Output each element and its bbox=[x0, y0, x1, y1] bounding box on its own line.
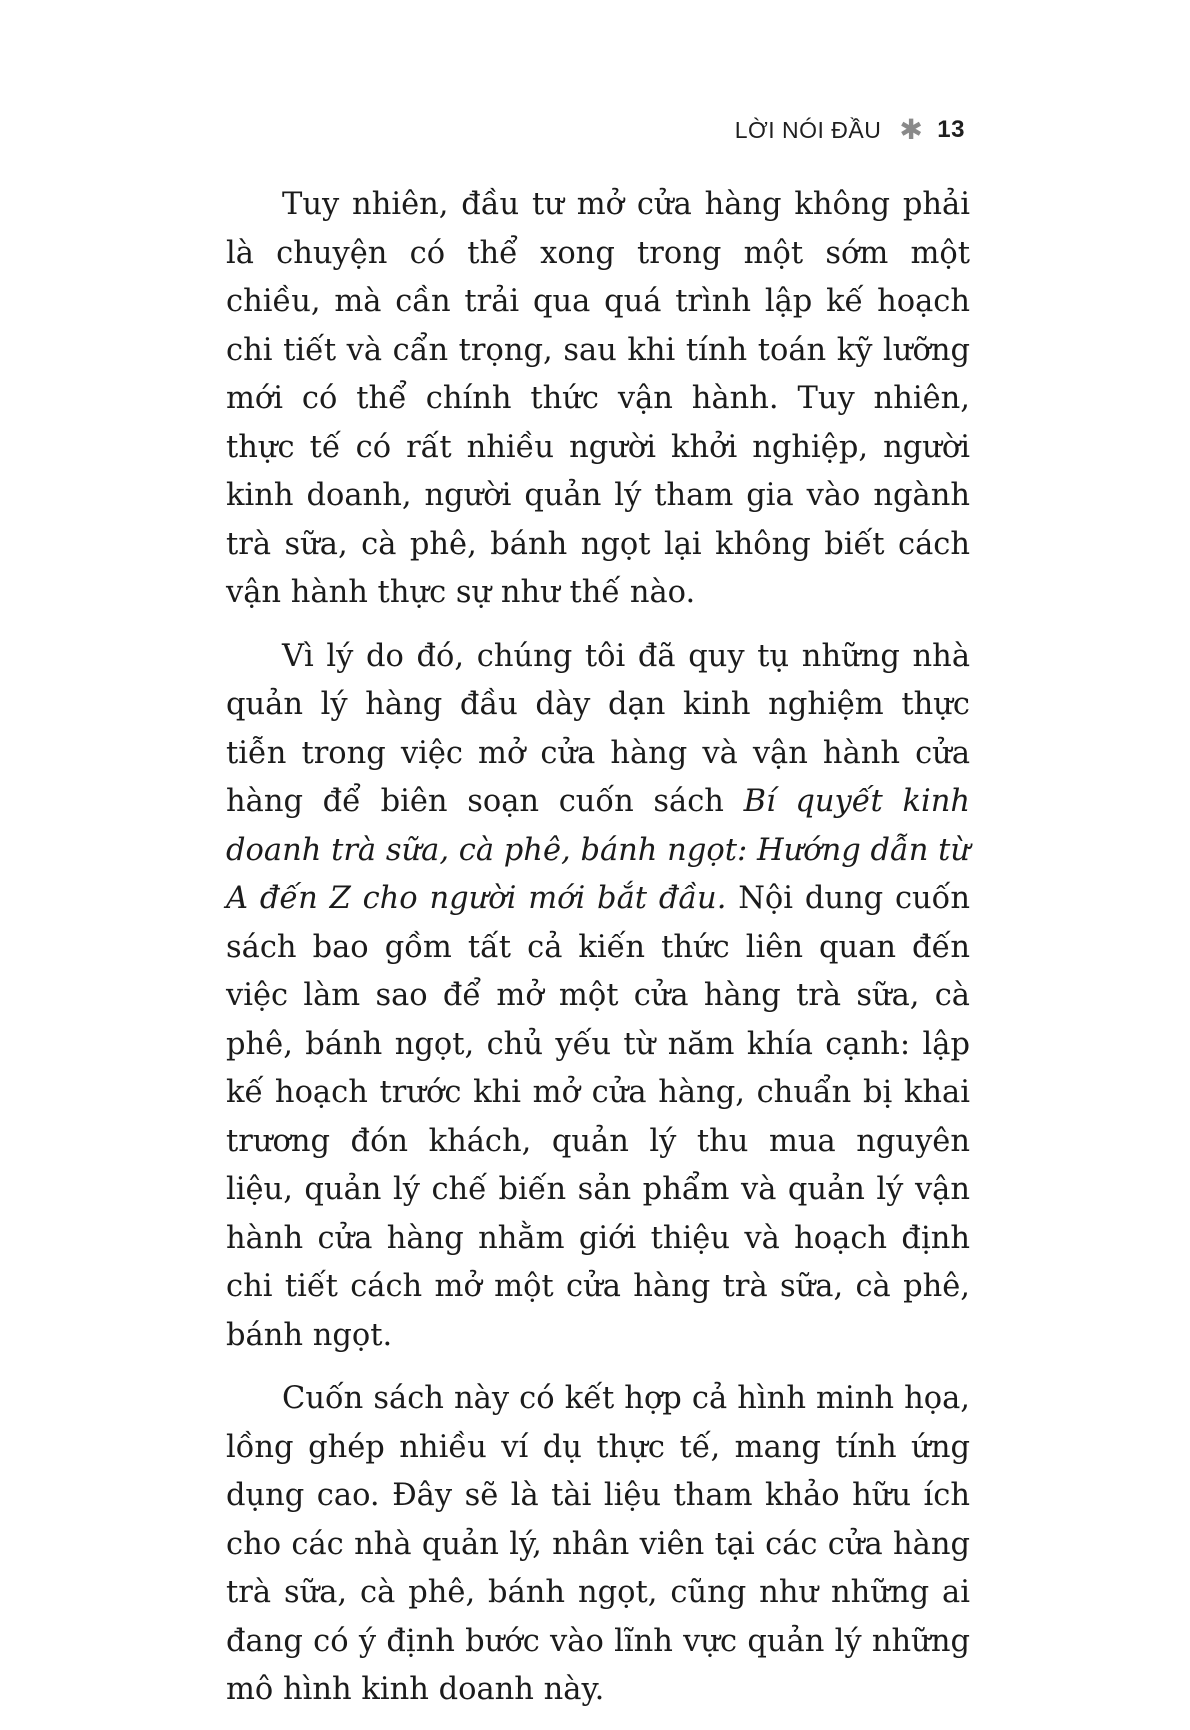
page-number: 13 bbox=[937, 116, 965, 143]
book-title: Bí quyết kinh doanh trà sữa, cà phê, bánh ngọt: Hướng dẫn từ A đến Z cho người mới bắt đầu. bbox=[226, 784, 970, 916]
asterisk-icon: ✱ bbox=[899, 114, 924, 145]
paragraph-2-intro: Vì lý do đó, chúng tôi đã quy tụ những nhà quản lý hàng đầu dày dạn kinh nghiệm thực tiễn trong việc mở cửa hàng và vận hành cửa hàng để biên soạn cuốn sách bbox=[226, 638, 970, 819]
paragraph-3: Cuốn sách này có kết hợp cả hình minh họa, lồng ghép nhiều ví dụ thực tế, mang tính ứng dụng cao. Đây sẽ là tài liệu tham khảo hữu ích cho các nhà quản lý, nhân viên tại các cửa hàng trà sữa, cà phê, bánh ngọt, cũng như những ai đang có ý định bước vào lĩnh vực quản lý những mô hình kinh doanh này. bbox=[226, 1381, 970, 1707]
section-title: LỜI NÓI ĐẦU bbox=[734, 116, 882, 143]
body-text bbox=[226, 181, 970, 1730]
running-header bbox=[735, 116, 965, 144]
paragraph-2 bbox=[226, 633, 970, 1361]
paragraph-2-rest: Nội dung cuốn sách bao gồm tất cả kiến thức liên quan đến việc làm sao để mở một cửa hàng trà sữa, cà phê, bánh ngọt, chủ yếu từ năm khía cạnh: lập kế hoạch trước khi mở cửa hàng, chuẩn bị khai trương đón khách, quản lý thu mua nguyên liệu, quản lý chế biến sản phẩm và quản lý vận hành cửa hàng nhằm giới thiệu và hoạch định chi tiết cách mở một cửa hàng trà sữa, cà phê, bánh ngọt. bbox=[226, 881, 970, 1353]
paragraph-1: Tuy nhiên, đầu tư mở cửa hàng không phải là chuyện có thể xong trong một sớm một chiều, mà cần trải qua quá trình lập kế hoạch chi tiết và cẩn trọng, sau khi tính toán kỹ lưỡng mới có thể chính thức vận hành. Tuy nhiên, thực tế có rất nhiều người khởi nghiệp, người kinh doanh, người quản lý tham gia vào ngành trà sữa, cà phê, bánh ngọt lại không biết cách vận hành thực sự như thế nào. bbox=[226, 187, 970, 610]
